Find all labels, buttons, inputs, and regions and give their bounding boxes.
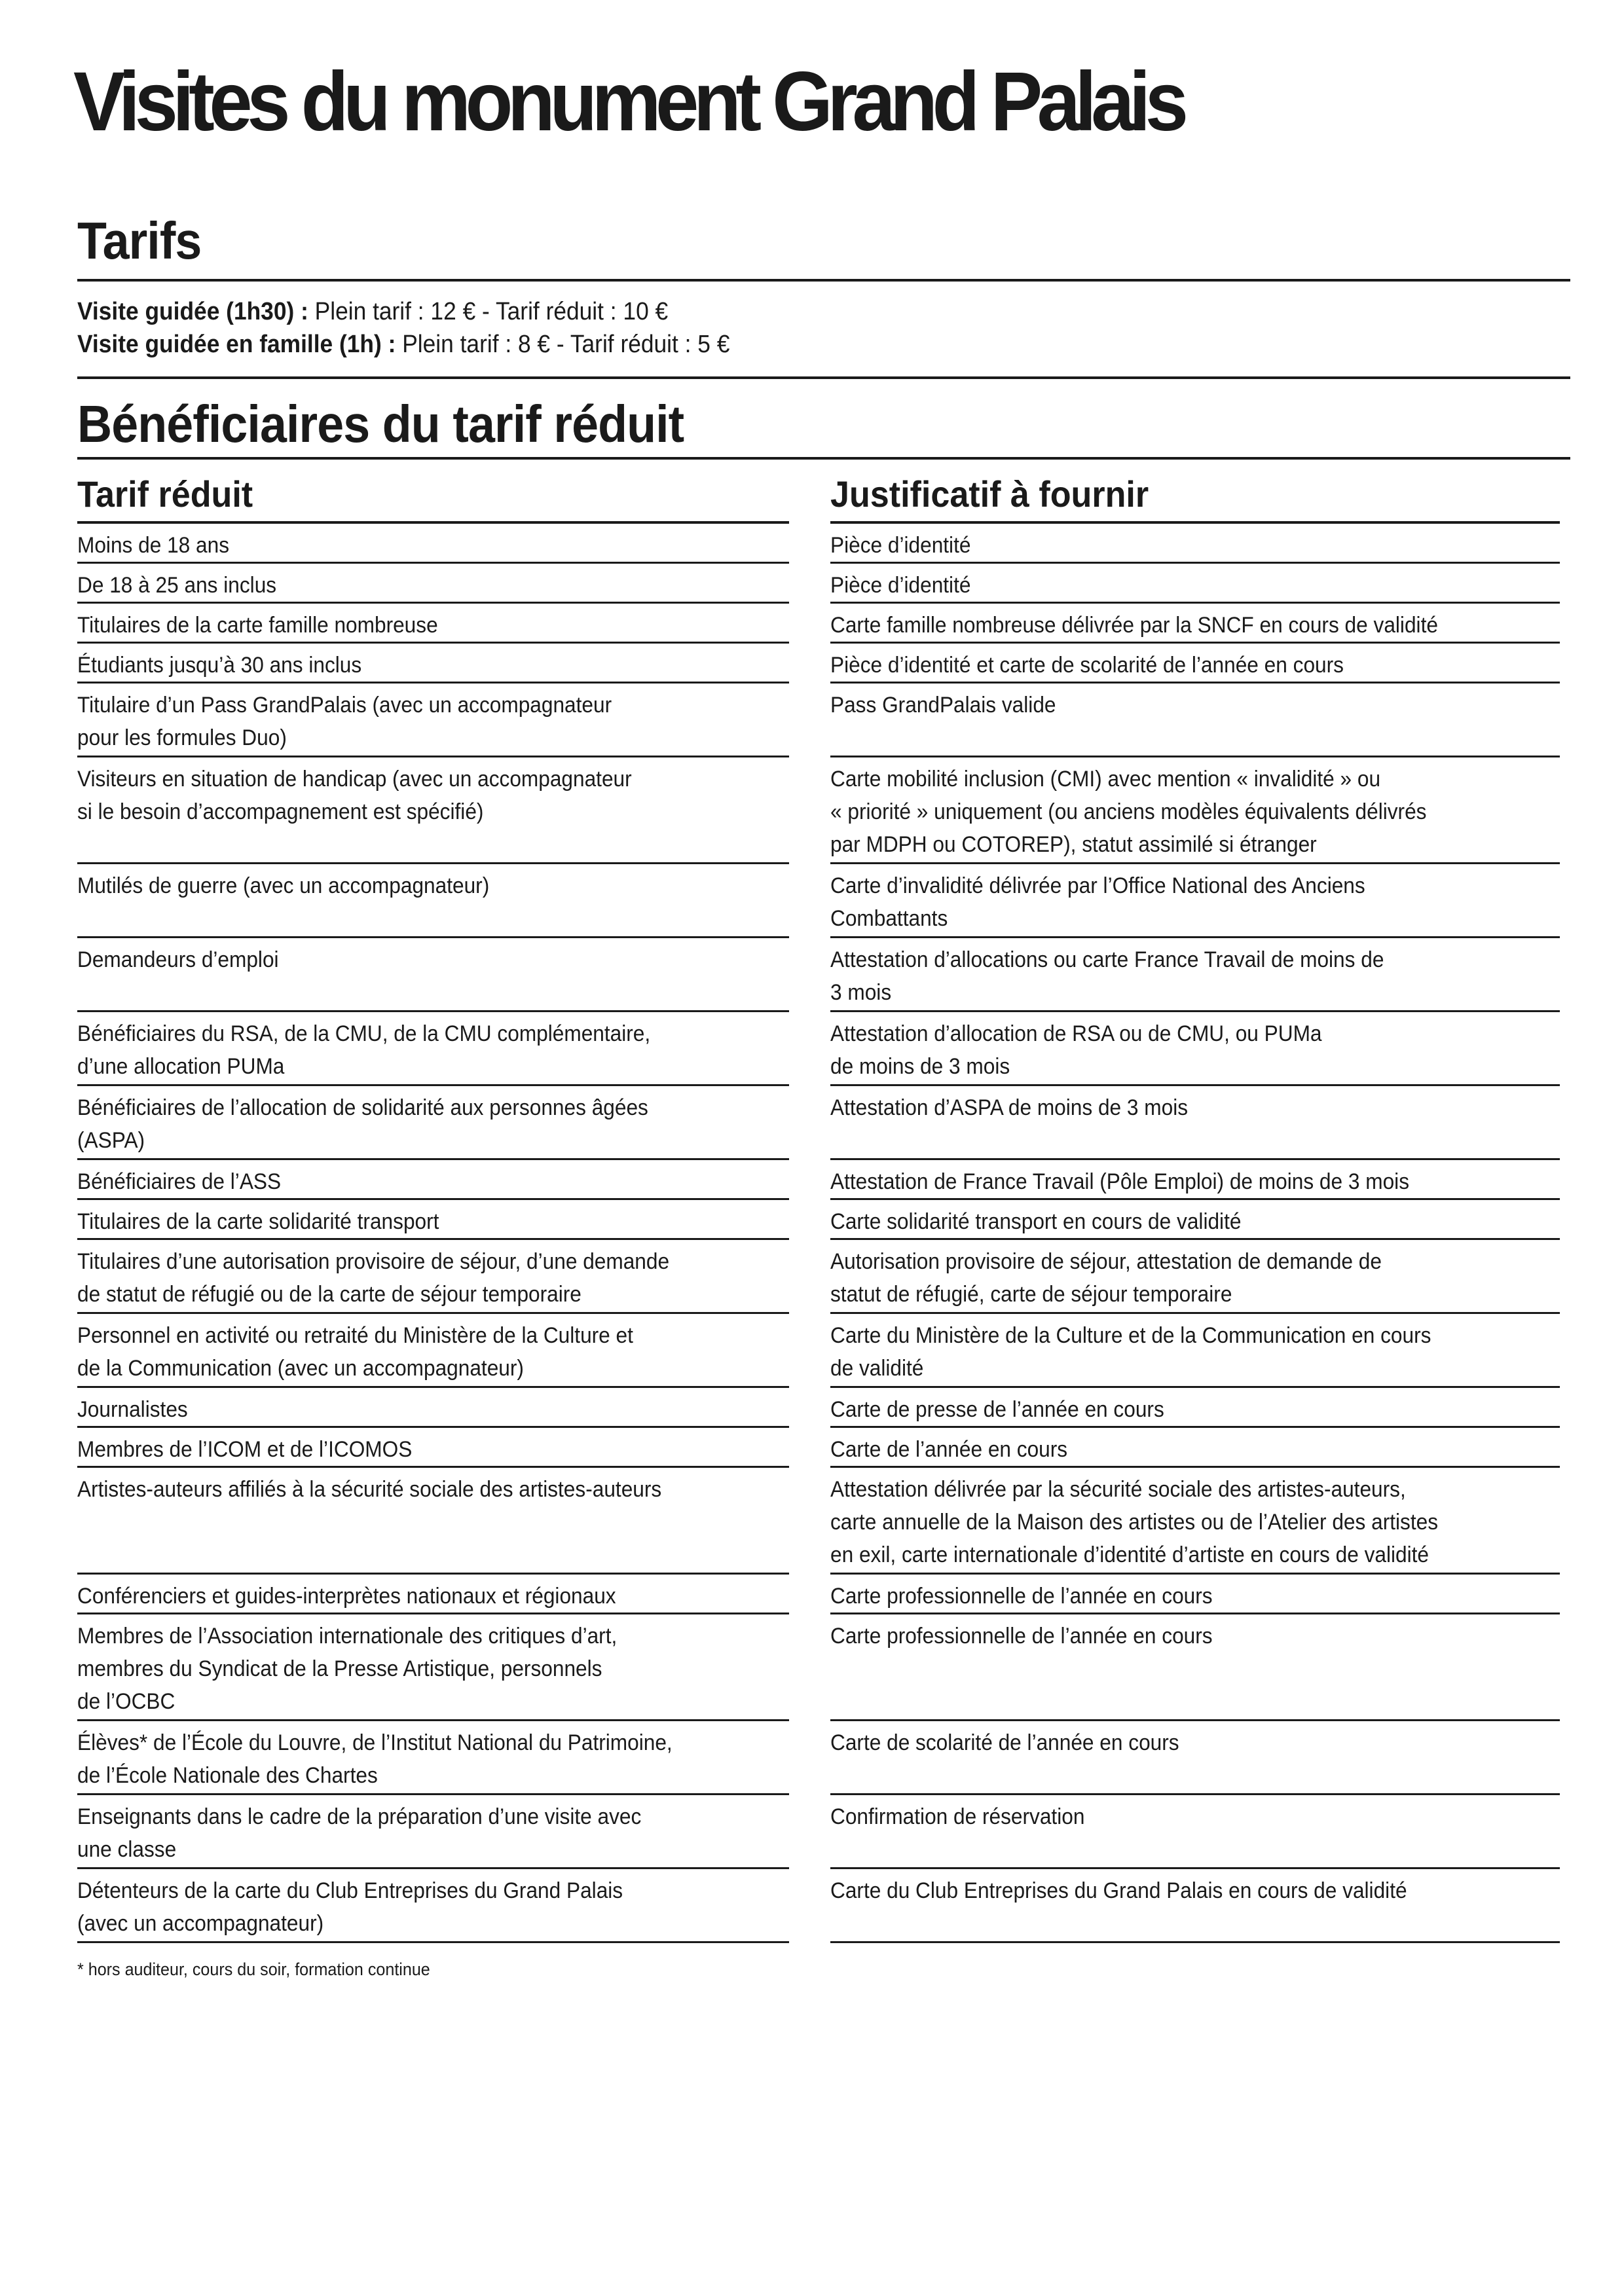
beneficiaires-heading: Bénéficiaires du tarif réduit bbox=[77, 395, 684, 453]
tarif-line-prices: Plein tarif : 8 € - Tarif réduit : 5 € bbox=[396, 331, 730, 358]
tarif-cell-text: Enseignants dans le cadre de la préparation d’une visite avec une classe bbox=[77, 1804, 642, 1862]
justificatif-cell-text: Pièce d’identité bbox=[830, 533, 971, 558]
justificatif-cell bbox=[830, 1428, 1560, 1468]
tarif-cell bbox=[77, 1721, 789, 1795]
justificatif-cell-text: Carte professionnelle de l’année en cours bbox=[830, 1584, 1213, 1609]
tarif-cell bbox=[77, 524, 789, 564]
tarif-cell bbox=[77, 938, 789, 1012]
justificatif-cell-text: Pass GrandPalais valide bbox=[830, 693, 1056, 718]
tarif-cell bbox=[77, 1795, 789, 1869]
footnote: * hors auditeur, cours du soir, formation continue bbox=[77, 1959, 430, 1979]
tarif-line-visite-famille bbox=[77, 328, 729, 361]
justificatif-cell bbox=[830, 1240, 1560, 1314]
tarif-cell bbox=[77, 1086, 789, 1160]
tarif-cell bbox=[77, 1428, 789, 1468]
tarif-cell-text: Bénéficiaires de l’ASS bbox=[77, 1169, 282, 1194]
tarif-cell-text: Titulaires d’une autorisation provisoire de séjour, d’une demande de statut de réfugié ou de la carte de séjour temporaire bbox=[77, 1249, 670, 1307]
tarif-cell-text: Titulaires de la carte solidarité transport bbox=[77, 1209, 439, 1234]
tarif-cell-text: Conférenciers et guides-interprètes nationaux et régionaux bbox=[77, 1584, 616, 1609]
justificatif-cell bbox=[830, 864, 1560, 938]
justificatif-cell bbox=[830, 644, 1560, 683]
tarif-cell-text: Détenteurs de la carte du Club Entreprises du Grand Palais (avec un accompagnateur) bbox=[77, 1878, 623, 1936]
justificatif-cell bbox=[830, 564, 1560, 604]
tarif-cell-text: Titulaire d’un Pass GrandPalais (avec un accompagnateur pour les formules Duo) bbox=[77, 693, 612, 750]
tarif-cell-text: Artistes-auteurs affiliés à la sécurité sociale des artistes-auteurs bbox=[77, 1477, 662, 1502]
tarif-cell-text: Bénéficiaires du RSA, de la CMU, de la CMU complémentaire, d’une allocation PUMa bbox=[77, 1021, 651, 1079]
justificatif-cell bbox=[830, 1388, 1560, 1428]
justificatif-cell-text: Carte professionnelle de l’année en cours bbox=[830, 1624, 1213, 1649]
tarif-cell-text: Élèves* de l’École du Louvre, de l’Institut National du Patrimoine, de l’École Nationale des Chartes bbox=[77, 1730, 673, 1788]
justificatif-cell-text: Carte famille nombreuse délivrée par la SNCF en cours de validité bbox=[830, 613, 1438, 638]
justificatif-cell bbox=[830, 1795, 1560, 1869]
justificatif-cell-text: Carte du Ministère de la Culture et de la Communication en cours de validité bbox=[830, 1323, 1431, 1381]
justificatif-cell bbox=[830, 1468, 1560, 1575]
tarif-cell bbox=[77, 564, 789, 604]
justificatif-cell-text: Carte de presse de l’année en cours bbox=[830, 1397, 1164, 1422]
tarif-cell bbox=[77, 1468, 789, 1575]
column-tarif-reduit bbox=[77, 471, 789, 1943]
tarif-cell-text: Mutilés de guerre (avec un accompagnateur) bbox=[77, 873, 490, 898]
justificatif-cell bbox=[830, 1721, 1560, 1795]
tarif-line-prices: Plein tarif : 12 € - Tarif réduit : 10 € bbox=[308, 298, 669, 325]
tarifs-heading: Tarifs bbox=[77, 211, 202, 270]
justificatif-cell bbox=[830, 604, 1560, 644]
tarifs-rule bbox=[77, 279, 1570, 282]
tarif-cell-text: Membres de l’ICOM et de l’ICOMOS bbox=[77, 1437, 413, 1462]
justificatif-cell-text: Carte de scolarité de l’année en cours bbox=[830, 1730, 1179, 1755]
tarif-cell-text: Personnel en activité ou retraité du Ministère de la Culture et de la Communication (avec un accompagnateur) bbox=[77, 1323, 633, 1381]
justificatif-cell bbox=[830, 1314, 1560, 1388]
tarif-cell-text: Membres de l’Association internationale des critiques d’art, membres du Syndicat de la Presse Artistique, personnels de l’OCBC bbox=[77, 1624, 618, 1714]
tarif-cell bbox=[77, 1388, 789, 1428]
justificatif-cell-text: Carte solidarité transport en cours de validité bbox=[830, 1209, 1242, 1234]
column-justificatif bbox=[830, 471, 1560, 1943]
justificatif-cell-text: Autorisation provisoire de séjour, attestation de demande de statut de réfugié, carte de séjour temporaire bbox=[830, 1249, 1382, 1307]
justificatif-cell bbox=[830, 1160, 1560, 1200]
tarif-cell bbox=[77, 644, 789, 683]
tarif-cell-text: Moins de 18 ans bbox=[77, 533, 230, 558]
justificatif-cell bbox=[830, 757, 1560, 864]
tarif-cell bbox=[77, 1575, 789, 1614]
tarif-cell bbox=[77, 604, 789, 644]
beneficiaires-rule bbox=[77, 457, 1570, 460]
tarif-cell-text: Journalistes bbox=[77, 1397, 188, 1422]
justificatif-cell-text: Confirmation de réservation bbox=[830, 1804, 1085, 1829]
justificatif-cell-text: Pièce d’identité et carte de scolarité de l’année en cours bbox=[830, 653, 1344, 678]
column-header-tarif-reduit: Tarif réduit bbox=[77, 473, 253, 515]
tarif-cell bbox=[77, 1869, 789, 1943]
tarif-cell bbox=[77, 1160, 789, 1200]
column-header-justificatif: Justificatif à fournir bbox=[830, 473, 1149, 515]
justificatif-cell-text: Carte du Club Entreprises du Grand Palais en cours de validité bbox=[830, 1878, 1407, 1903]
justificatif-cell-text: Attestation de France Travail (Pôle Emploi) de moins de 3 mois bbox=[830, 1169, 1410, 1194]
justificatif-cell bbox=[830, 1869, 1560, 1943]
tarif-line-visite-guidee bbox=[77, 295, 668, 328]
tarif-cell bbox=[77, 1614, 789, 1721]
tarif-cell bbox=[77, 864, 789, 938]
tarif-cell bbox=[77, 683, 789, 757]
tarif-line-label: Visite guidée (1h30) : bbox=[77, 298, 308, 325]
tarif-cell-text: Visiteurs en situation de handicap (avec un accompagnateur si le besoin d’accompagnement est spécifié) bbox=[77, 767, 632, 824]
tarif-cell bbox=[77, 1200, 789, 1240]
tarif-line-label: Visite guidée en famille (1h) : bbox=[77, 331, 396, 358]
justificatif-cell-text: Attestation d’allocation de RSA ou de CMU, ou PUMa de moins de 3 mois bbox=[830, 1021, 1322, 1079]
beneficiaires-top-rule bbox=[77, 376, 1570, 379]
justificatif-cell-text: Carte mobilité inclusion (CMI) avec mention « invalidité » ou « priorité » uniquement (ou anciens modèles équivalents délivrés par MDPH ou COTOREP), statut assimilé si étranger bbox=[830, 767, 1427, 857]
justificatif-cell bbox=[830, 1012, 1560, 1086]
justificatif-cell-text: Attestation délivrée par la sécurité sociale des artistes-auteurs, carte annuelle de la Maison des artistes ou de l’Atelier des artistes en exil, carte internationale d’identité d’artiste en cours de validité bbox=[830, 1477, 1439, 1567]
justificatif-cell-text: Attestation d’ASPA de moins de 3 mois bbox=[830, 1095, 1189, 1120]
tarif-cell-text: De 18 à 25 ans inclus bbox=[77, 573, 277, 598]
justificatif-cell-text: Attestation d’allocations ou carte France Travail de moins de 3 mois bbox=[830, 947, 1384, 1005]
tarif-cell-text: Titulaires de la carte famille nombreuse bbox=[77, 613, 438, 638]
tarif-cell-text: Bénéficiaires de l’allocation de solidarité aux personnes âgées (ASPA) bbox=[77, 1095, 648, 1153]
tarif-cell-text: Demandeurs d’emploi bbox=[77, 947, 279, 972]
tarif-cell bbox=[77, 1314, 789, 1388]
justificatif-cell bbox=[830, 1200, 1560, 1240]
justificatif-cell-text: Carte de l’année en cours bbox=[830, 1437, 1068, 1462]
page-title: Visites du monument Grand Palais bbox=[73, 55, 1183, 149]
justificatif-cell bbox=[830, 524, 1560, 564]
justificatif-cell bbox=[830, 1575, 1560, 1614]
justificatif-cell-text: Carte d’invalidité délivrée par l’Office National des Anciens Combattants bbox=[830, 873, 1365, 931]
justificatif-cell bbox=[830, 1614, 1560, 1721]
justificatif-cell bbox=[830, 683, 1560, 757]
tarif-cell-text: Étudiants jusqu’à 30 ans inclus bbox=[77, 653, 362, 678]
tarif-cell bbox=[77, 757, 789, 864]
justificatif-cell-text: Pièce d’identité bbox=[830, 573, 971, 598]
tarif-cell bbox=[77, 1012, 789, 1086]
tarif-cell bbox=[77, 1240, 789, 1314]
justificatif-cell bbox=[830, 1086, 1560, 1160]
justificatif-cell bbox=[830, 938, 1560, 1012]
